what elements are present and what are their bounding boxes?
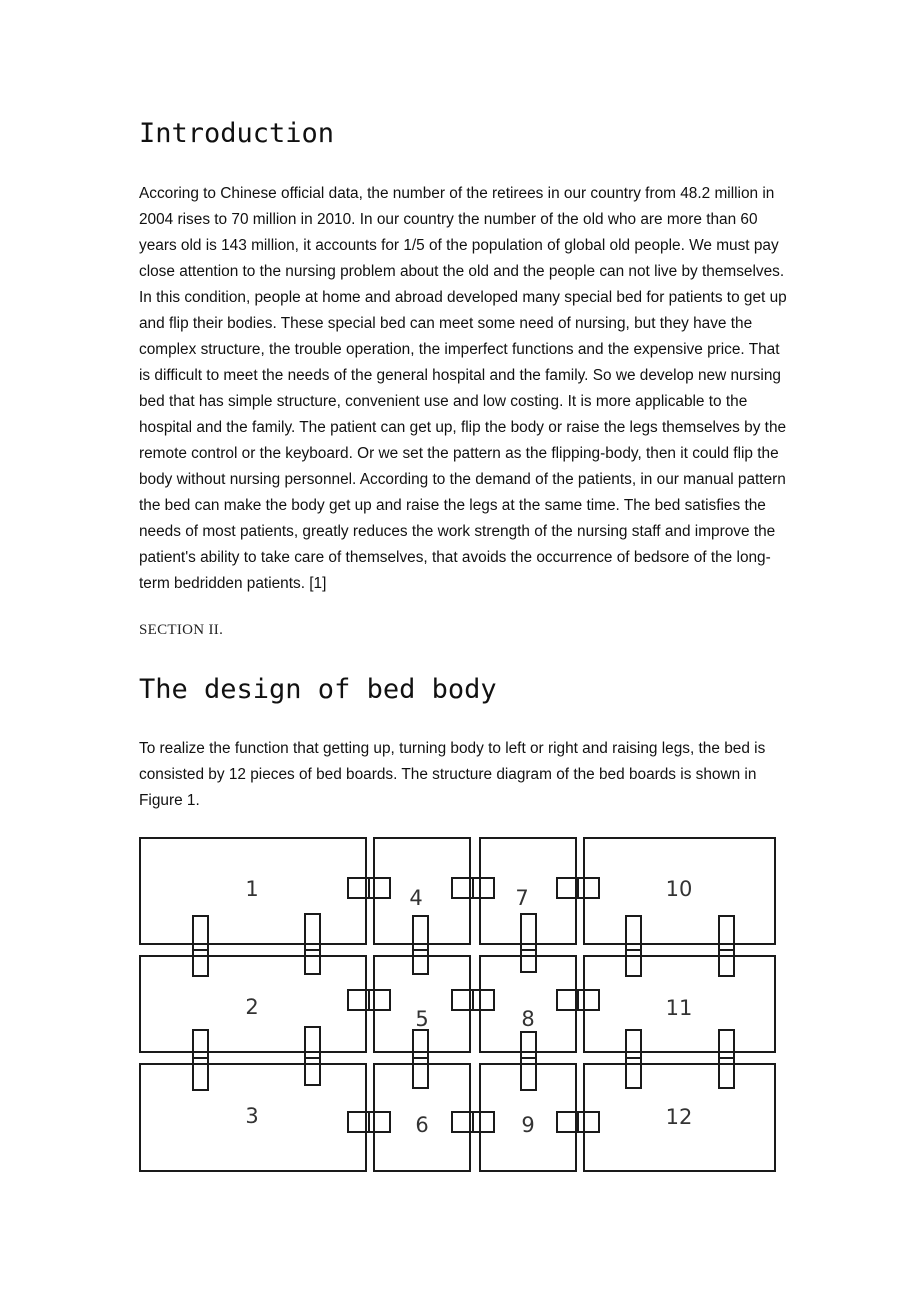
board-label-11: 11 bbox=[665, 996, 693, 1020]
board-label-10: 10 bbox=[665, 877, 693, 901]
board-label-8: 8 bbox=[521, 1007, 535, 1031]
board-label-12: 12 bbox=[665, 1105, 693, 1129]
intro-heading: Introduction bbox=[139, 118, 335, 149]
section-label: SECTION II. bbox=[139, 622, 224, 638]
board-label-6: 6 bbox=[415, 1113, 429, 1137]
bed-body-paragraph: To realize the function that getting up, turning body to left or right and raising legs, the bed is consisted by 12 pieces of bed boards. The structure diagram of the bed boards is shown in Figure 1. bbox=[139, 740, 766, 809]
board-label-5: 5 bbox=[415, 1007, 429, 1031]
board-label-7: 7 bbox=[515, 886, 529, 910]
board-label-2: 2 bbox=[245, 995, 259, 1019]
horizontal-hinges bbox=[348, 878, 599, 1132]
bed-board-5 bbox=[374, 956, 470, 1052]
board-label-3: 3 bbox=[245, 1104, 259, 1128]
board-label-4: 4 bbox=[409, 886, 423, 910]
board-label-9: 9 bbox=[521, 1113, 535, 1137]
intro-paragraph: Accoring to Chinese official data, the number of the retirees in our country from 48.2 million in 2004 rises to 70 million in 2010. In our country the number of the old who are more than 60 years old is 143 million, it accounts for 1/5 of the population of global old people. We must pay close attention to the nursing problem about the old and the people can not live by themselves. In this condition, people at home and abroad developed many special bed for patients to get up and flip their bodies. These special bed can meet some need of nursing, but they have the complex structure, the trouble operation, the imperfect functions and the expensive price. That is difficult to meet the needs of the general hospital and the family. So we develop new nursing bed that has simple structure, convenient use and low costing. It is more applicable to the hospital and the family. The patient can get up, flip the body or raise the legs themselves by the remote control or the keyboard. Or we set the pattern as the flipping-body, then it could flip the body without nursing personnel. According to the demand of the patients, in our manual pattern the bed can make the body get up and raise the legs at the same time. The bed satisfies the needs of most patients, greatly reduces the work strength of the nursing staff and improve the patient's ability to take care of themselves, that avoids the occurrence of bedsore of the long-term bedridden patients. [1] bbox=[139, 185, 787, 592]
bed-body-heading: The design of bed body bbox=[139, 674, 497, 705]
bed-boards-structure-diagram bbox=[136, 834, 782, 1178]
board-label-1: 1 bbox=[245, 877, 259, 901]
